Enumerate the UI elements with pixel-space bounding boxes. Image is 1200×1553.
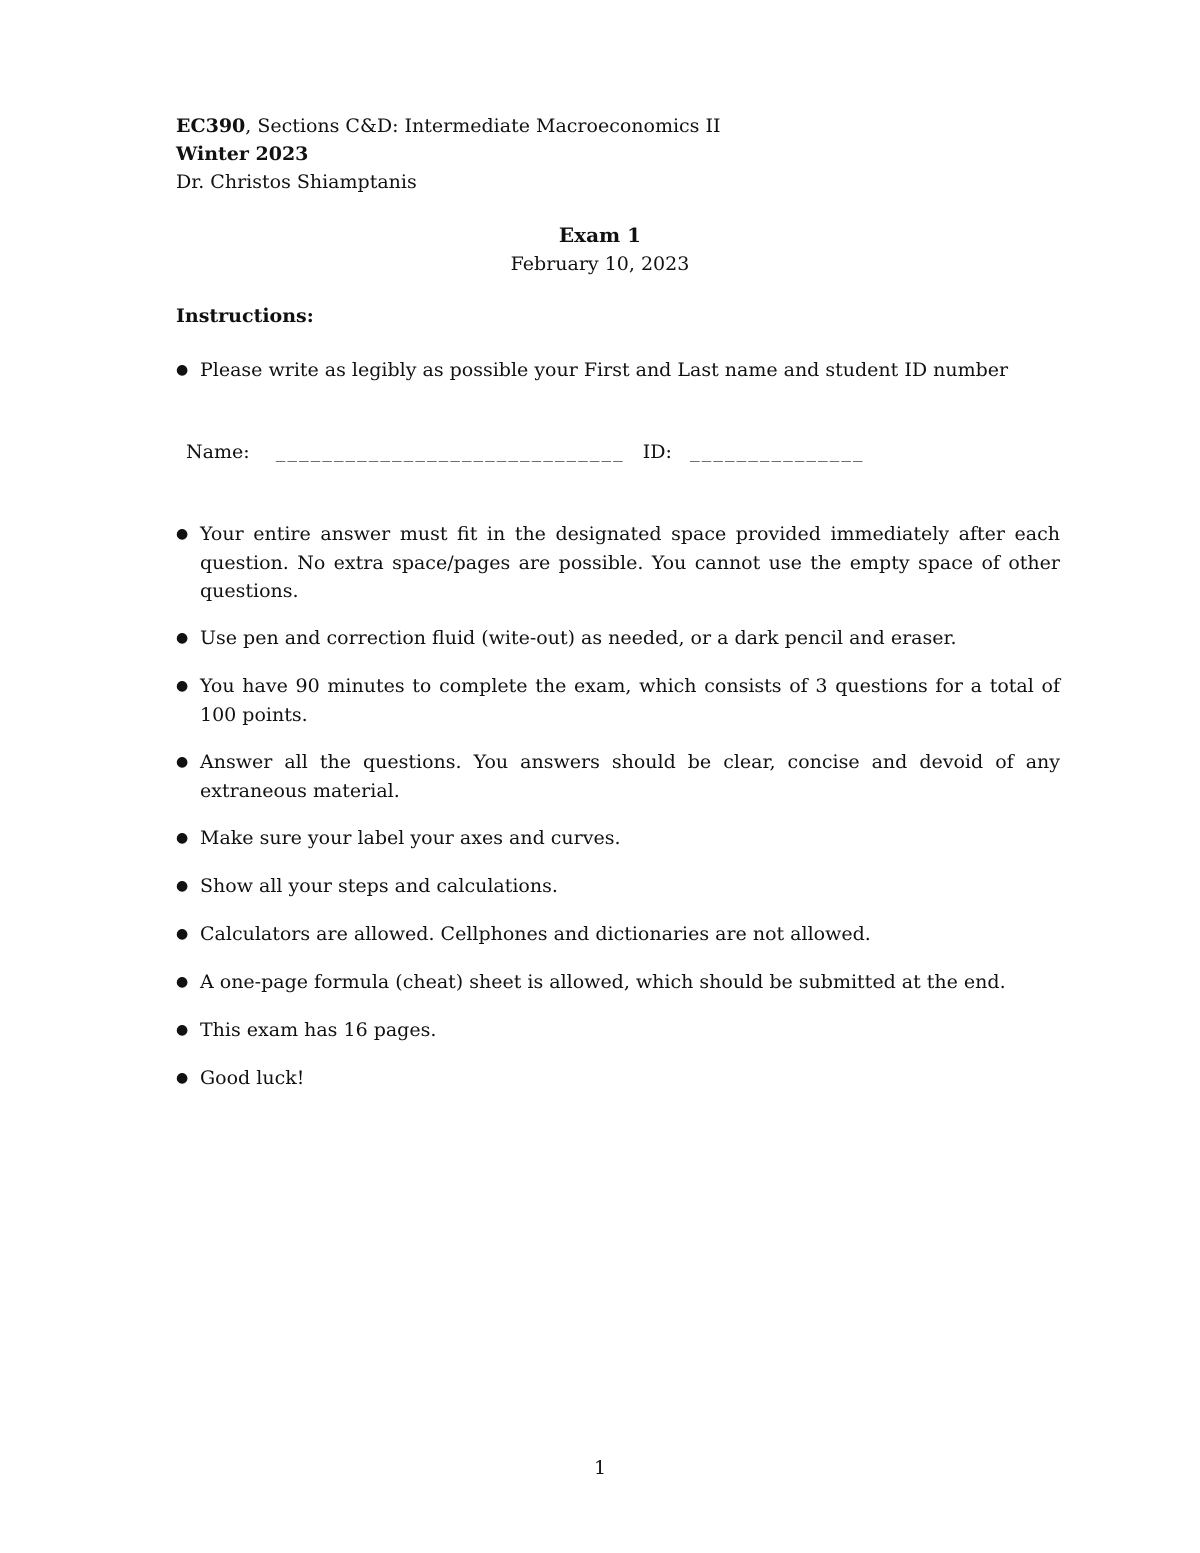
instruction-item (176, 1016, 1060, 1045)
instruction-item (176, 920, 1060, 949)
course-header (176, 112, 1076, 196)
instruction-item (176, 1064, 1060, 1093)
bullet-icon: ● (176, 830, 189, 846)
bullet-icon: ● (176, 878, 189, 894)
bullet-icon: ● (176, 678, 189, 694)
bullet-icon: ● (176, 974, 189, 990)
bullet-icon: ● (176, 526, 189, 542)
instruction-text: Use pen and correction fluid (wite-out) as needed, or a dark pencil and eraser. (200, 627, 957, 649)
instruction-item (176, 672, 1060, 729)
name-label: Name: (186, 441, 250, 463)
exam-heading (0, 220, 1200, 278)
instruction-text: Good luck! (200, 1067, 305, 1089)
course-title (176, 112, 1076, 140)
exam-title: Exam 1 (558, 223, 642, 247)
bullet-icon: ● (176, 630, 189, 646)
instruction-text: A one-page formula (cheat) sheet is allowed, which should be submitted at the end. (200, 971, 1006, 993)
instruction-item (176, 520, 1060, 606)
bullet-icon: ● (176, 926, 189, 942)
instruction-text: Your entire answer must fit in the designated space provided immediately after each question. No extra space/pages are possible. You cannot use the empty space of other questions. (200, 523, 1060, 602)
instruction-text: Calculators are allowed. Cellphones and dictionaries are not allowed. (200, 923, 871, 945)
page-number: 1 (593, 1457, 607, 1479)
name-blank[interactable]: ______________________________ (275, 443, 625, 462)
instruction-text: Make sure your label your axes and curves. (200, 827, 621, 849)
instruction-text: This exam has 16 pages. (200, 1019, 437, 1041)
id-label: ID: (642, 441, 672, 463)
bullet-icon: ● (176, 362, 189, 378)
instruction-item (176, 968, 1060, 997)
course-code: EC390 (176, 115, 246, 137)
instruction-text: Show all your steps and calculations. (200, 875, 558, 897)
instruction-item (176, 872, 1060, 901)
term: Winter 2023 (176, 143, 309, 165)
instructor-name: Dr. Christos Shiamptanis (176, 171, 417, 193)
instruction-item (176, 748, 1060, 805)
instruction-item (176, 624, 1060, 653)
bullet-icon: ● (176, 1022, 189, 1038)
exam-date: February 10, 2023 (510, 253, 690, 275)
course-description: , Sections C&D: Intermediate Macroeconomics II (245, 115, 721, 137)
instructions-heading: Instructions: (176, 305, 314, 327)
bullet-icon: ● (176, 1070, 189, 1086)
instruction-item (176, 356, 1060, 385)
name-id-field (186, 438, 1066, 467)
id-blank[interactable]: _______________ (690, 443, 865, 462)
instruction-item (176, 824, 1060, 853)
bullet-icon: ● (176, 754, 189, 770)
instruction-text: Please write as legibly as possible your First and Last name and student ID number (200, 359, 1009, 381)
instruction-text: You have 90 minutes to complete the exam, which consists of 3 questions for a total of 100 points. (200, 675, 1060, 726)
instruction-text: Answer all the questions. You answers should be clear, concise and devoid of any extraneous material. (200, 751, 1060, 802)
